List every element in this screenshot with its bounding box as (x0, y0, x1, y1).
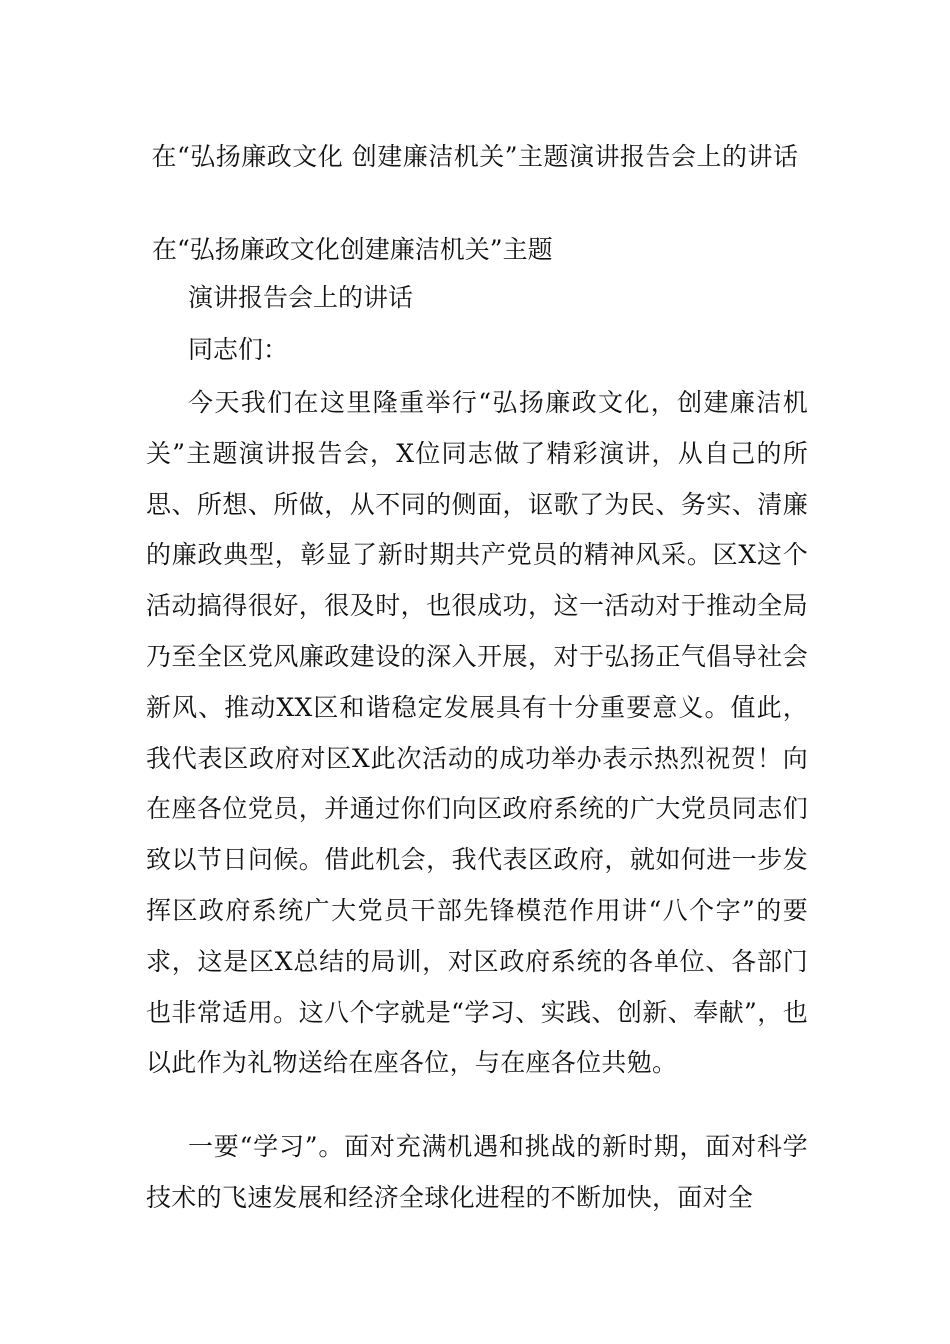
document-title: 在“弘扬廉政文化 创建廉洁机关”主题演讲报告会上的讲话 (151, 142, 799, 171)
subtitle-line-1: 在“弘扬廉政文化创建廉洁机关”主题 (152, 235, 553, 264)
subtitle-line-2: 演讲报告会上的讲话 (188, 283, 414, 312)
greeting: 同志们： (188, 335, 289, 364)
body-paragraph: 一要“学习”。面对充满机遇和挑战的新时期，面对科学技术的飞速发展和经济全球化进程的不断加快，面对全 (146, 1132, 808, 1212)
body-paragraph: 今天我们在这里隆重举行“弘扬廉政文化，创建廉洁机关”主题演讲报告会，X位同志做了精彩演讲，从自己的所思、所想、所做，从不同的侧面，讴歌了为民、务实、清廉的廉政典型，彰显了新时期共产党员的精神风采。区X这个活动搞得很好，很及时，也很成功，这一活动对于推动全局乃至全区党风廉政建设的深入开展，对于弘扬正气倡导社会新风、推动XX区和谐稳定发展具有十分重要意义。值此，我代表区政府对区X此次活动的成功举办表示热烈祝贺！向在座各位党员，并通过你们向区政府系统的广大党员同志们致以节日问候。借此机会，我代表区政府，就如何进一步发挥区政府系统广大党员干部先锋模范作用讲“八个字”的要求，这是区X总结的局训，对区政府系统的各单位、各部门也非常适用。这八个字就是“学习、实践、创新、奉献”，也以此作为礼物送给在座各位，与在座各位共勉。 (146, 388, 808, 1078)
